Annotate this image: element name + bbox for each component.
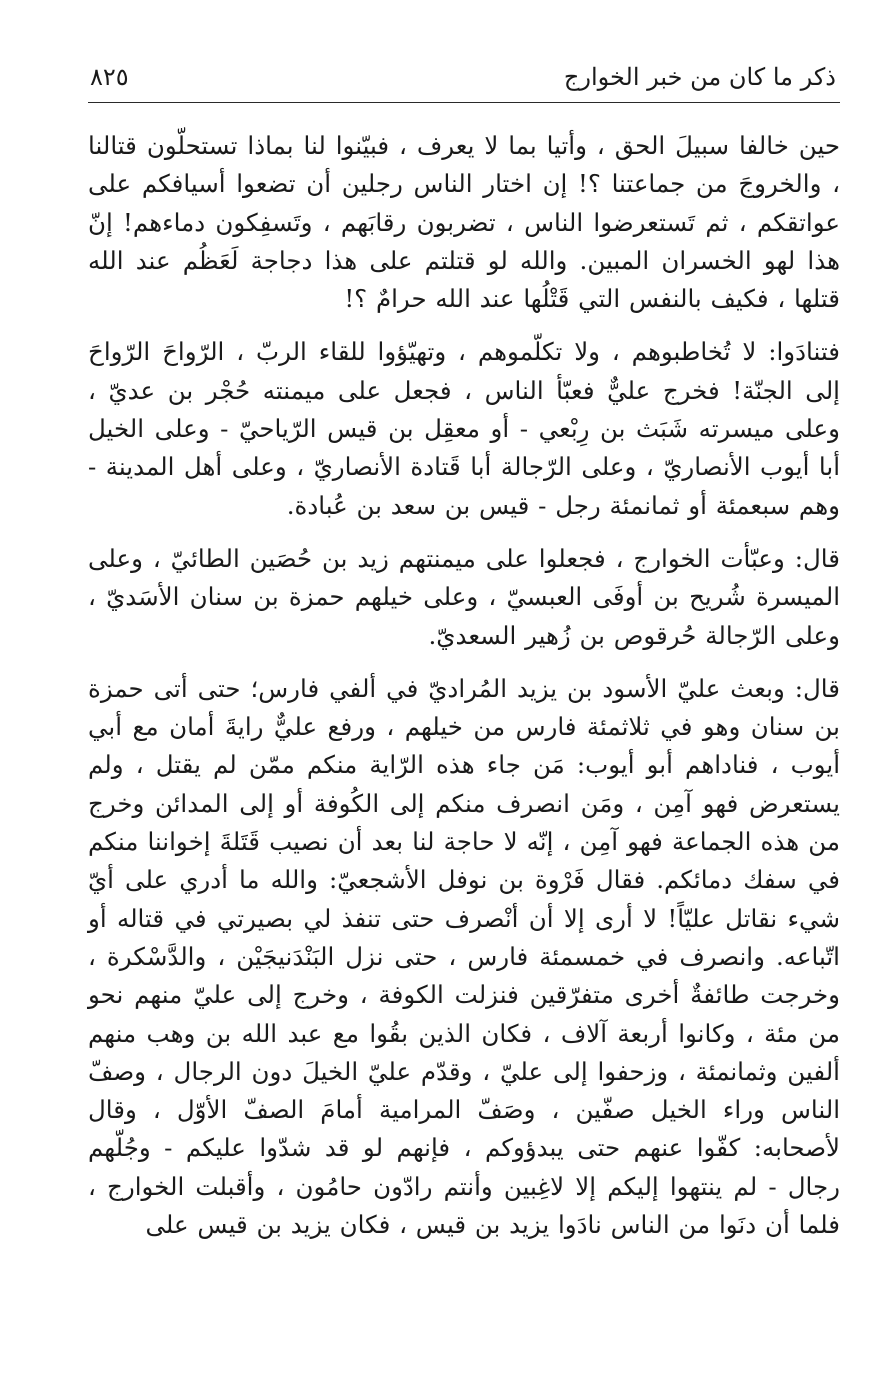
paragraph-2: فتنادَوا: لا تُخاطبوهم ، ولا تكلّموهم ، وتهيّؤوا للقاء الربّ ، الرّواحَ الرّواحَ إلى الجنّة! فخرج عليٌّ فعبّأ الناس ، فجعل على ميمنته حُجْر بن عديّ ، وعلى ميسرته شَبَث بن رِبْعي - أو معقِل بن قيس الرّياحيّ - وعلى الخيل أبا أيوب الأنصاريّ ، وعلى الرّجالة أبا قَتادة الأنصاريّ ، وعلى أهل المدينة - وهم سبعمئة أو ثمانمئة رجل - قيس بن سعد بن عُبادة. — [88, 337, 840, 520]
paragraph-1: حين خالفا سبيلَ الحق ، وأتيا بما لا يعرف ، فبيّنوا لنا بماذا تستحلّون قتالنا ، والخروجَ من جماعتنا ؟! إن اختار الناس رجلين أن تضعوا أسيافكم على عواتقكم ، ثم تَستعرضوا الناس ، تضربون رقابَهم ، وتَسفِكون دماءهم! إنّ هذا لهو الخسران المبين. والله لو قتلتم على هذا دجاجة لَعَظُم عند الله قتلها ، فكيف بالنفس التي قَتْلُها عند الله حرامٌ ؟! — [88, 131, 840, 314]
body-text — [88, 127, 840, 1244]
chapter-title: ذكر ما كان من خبر الخوارج — [563, 63, 836, 91]
paragraph-3: قال: وعبّأت الخوارج ، فجعلوا على ميمنتهم زيد بن حُصَين الطائيّ ، وعلى الميسرة شُريح بن أوفَى العبسيّ ، وعلى خيلهم حمزة بن سنان الأسَديّ ، وعلى الرّجالة حُرقوص بن زُهير السعديّ. — [88, 543, 840, 650]
book-page — [88, 58, 840, 1358]
running-header — [88, 58, 840, 103]
paragraph-4: قال: وبعث عليّ الأسود بن يزيد المُراديّ في ألفي فارس؛ حتى أتى حمزة بن سنان وهو في ثلاثمئة فارس من خيلهم ، ورفع عليٌّ رايةَ أمان مع أبي أيوب ، فناداهم أبو أيوب: مَن جاء هذه الرّاية منكم ممّن لم يقتل ، ولم يستعرض فهو آمِن ، ومَن انصرف منكم إلى الكُوفة أو إلى المدائن وخرج من هذه الجماعة فهو آمِن ، إنّه لا حاجة لنا بعد أن نصيب قَتَلةَ إخواننا منكم في سفك دمائكم. فقال فَرْوة بن نوفل الأشجعيّ: والله ما أدري على أيّ شيء نقاتل عليّاً! لا أرى إلا أن أنْصرف حتى تنفذ لي بصيرتي في قتاله أو اتّباعه. وانصرف في خمسمئة فارس ، حتى نزل البَنْدَنيجَيْن ، والدَّسْكرة ، وخرجت طائفةٌ أخرى متفرّقين فنزلت الكوفة ، وخرج إلى عليّ منهم نحو من مئة ، وكانوا أربعة آلاف ، فكان الذين بقُوا مع عبد الله بن وهب منهم ألفين وثمانمئة ، وزحفوا إلى عليّ ، وقدّم عليّ الخيلَ دون الرجال ، وصفّ الناس وراء الخيل صفّين ، وصَفّ المرامية أمامَ الصفّ الأوّل ، وقال لأصحابه: كفّوا عنهم حتى يبدؤوكم ، فإنهم لو قد شدّوا عليكم - وجُلّهم رجال - لم ينتهوا إليكم إلا لاغِبين وأنتم رادّون حامُون ، وأقبلت الخوارج ، فلما أن دنَوا من الناس نادَوا يزيد بن قيس ، فكان يزيد بن قيس على — [88, 673, 840, 1240]
page-number: ٨٢٥ — [90, 63, 129, 91]
